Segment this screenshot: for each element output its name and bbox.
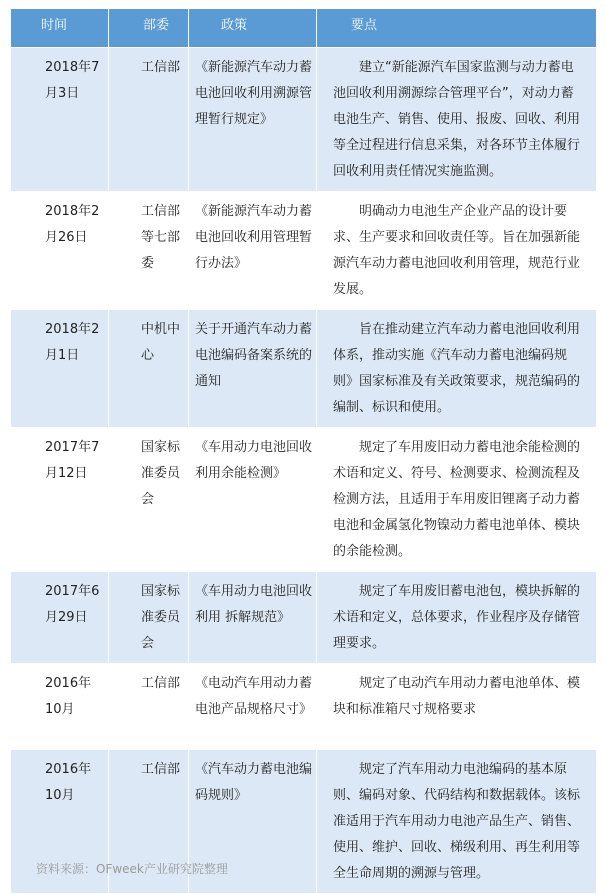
header-time: 时间 [11, 9, 109, 48]
cell-date: 2018年2月26日 [11, 192, 109, 310]
cell-date: 2018年7月3日 [11, 48, 109, 192]
table-header [11, 9, 597, 48]
table-row [11, 310, 597, 428]
cell-dept: 国家标准委员会 [109, 428, 189, 572]
cell-points: 建立“新能源汽车国家监测与动力蓄电池回收利用溯源综合管理平台”，对动力蓄电池生产、销售、使用、报废、回收、利用等全过程进行信息采集，对各环节主体履行回收利用责任情况实施监测。 [317, 48, 597, 192]
table-row [11, 48, 597, 192]
table-body [11, 48, 597, 894]
cell-date: 2018年2月1日 [11, 310, 109, 428]
cell-policy: 《汽车动力蓄电池编码规则》 [189, 750, 317, 894]
cell-policy: 《车用动力电池回收利用余能检测》 [189, 428, 317, 572]
cell-dept: 工信部 [109, 664, 189, 750]
cell-dept: 国家标准委员会 [109, 572, 189, 664]
policy-table [10, 8, 597, 894]
cell-points: 规定了汽车用动力电池编码的基本原则、编码对象、代码结构和数据载体。该标准适用于汽车用动力电池产品生产、销售、使用、维护、回收、梯级利用、再生利用等全生命周期的溯源与管理。 [317, 750, 597, 894]
cell-points: 明确动力电池生产企业产品的设计要求、生产要求和回收责任等。旨在加强新能源汽车动力蓄电池回收利用管理，规范行业发展。 [317, 192, 597, 310]
header-points: 要点 [317, 9, 597, 48]
cell-date: 2017年7月12日 [11, 428, 109, 572]
header-dept: 部委 [109, 9, 189, 48]
cell-policy: 关于开通汽车动力蓄电池编码备案系统的通知 [189, 310, 317, 428]
cell-policy: 《车用动力电池回收利用 拆解规范》 [189, 572, 317, 664]
cell-points: 规定了车用废旧动力蓄电池余能检测的术语和定义、符号、检测要求、检测流程及检测方法，且适用于车用废旧锂离子动力蓄电池和金属氢化物镍动力蓄电池单体、模块的余能检测。 [317, 428, 597, 572]
source-note: 资料来源：OFweek产业研究院整理 [36, 862, 228, 876]
table-row [11, 192, 597, 310]
cell-policy: 《新能源汽车动力蓄电池回收利用管理暂行办法》 [189, 192, 317, 310]
cell-policy: 《新能源汽车动力蓄电池回收利用溯源管理暂行规定》 [189, 48, 317, 192]
table-row [11, 428, 597, 572]
cell-points: 旨在推动建立汽车动力蓄电池回收利用体系，推动实施《汽车动力蓄电池编码规则》国家标准及有关政策要求，规范编码的编制、标识和使用。 [317, 310, 597, 428]
cell-dept: 工信部 [109, 750, 189, 894]
cell-policy: 《电动汽车用动力蓄电池产品规格尺寸》 [189, 664, 317, 750]
cell-dept: 工信部等七部委 [109, 192, 189, 310]
header-policy: 政策 [189, 9, 317, 48]
cell-dept: 中机中心 [109, 310, 189, 428]
cell-date: 2016年10月 [11, 664, 109, 750]
cell-date: 2017年6月29日 [11, 572, 109, 664]
cell-points: 规定了车用废旧蓄电池包，模块拆解的术语和定义，总体要求，作业程序及存储管理要求。 [317, 572, 597, 664]
table-row [11, 664, 597, 750]
table-row [11, 572, 597, 664]
cell-points: 规定了电动汽车用动力蓄电池单体、模块和标准箱尺寸规格要求 [317, 664, 597, 750]
header-row [11, 9, 597, 48]
cell-date: 2016年10月 [11, 750, 109, 894]
cell-dept: 工信部 [109, 48, 189, 192]
